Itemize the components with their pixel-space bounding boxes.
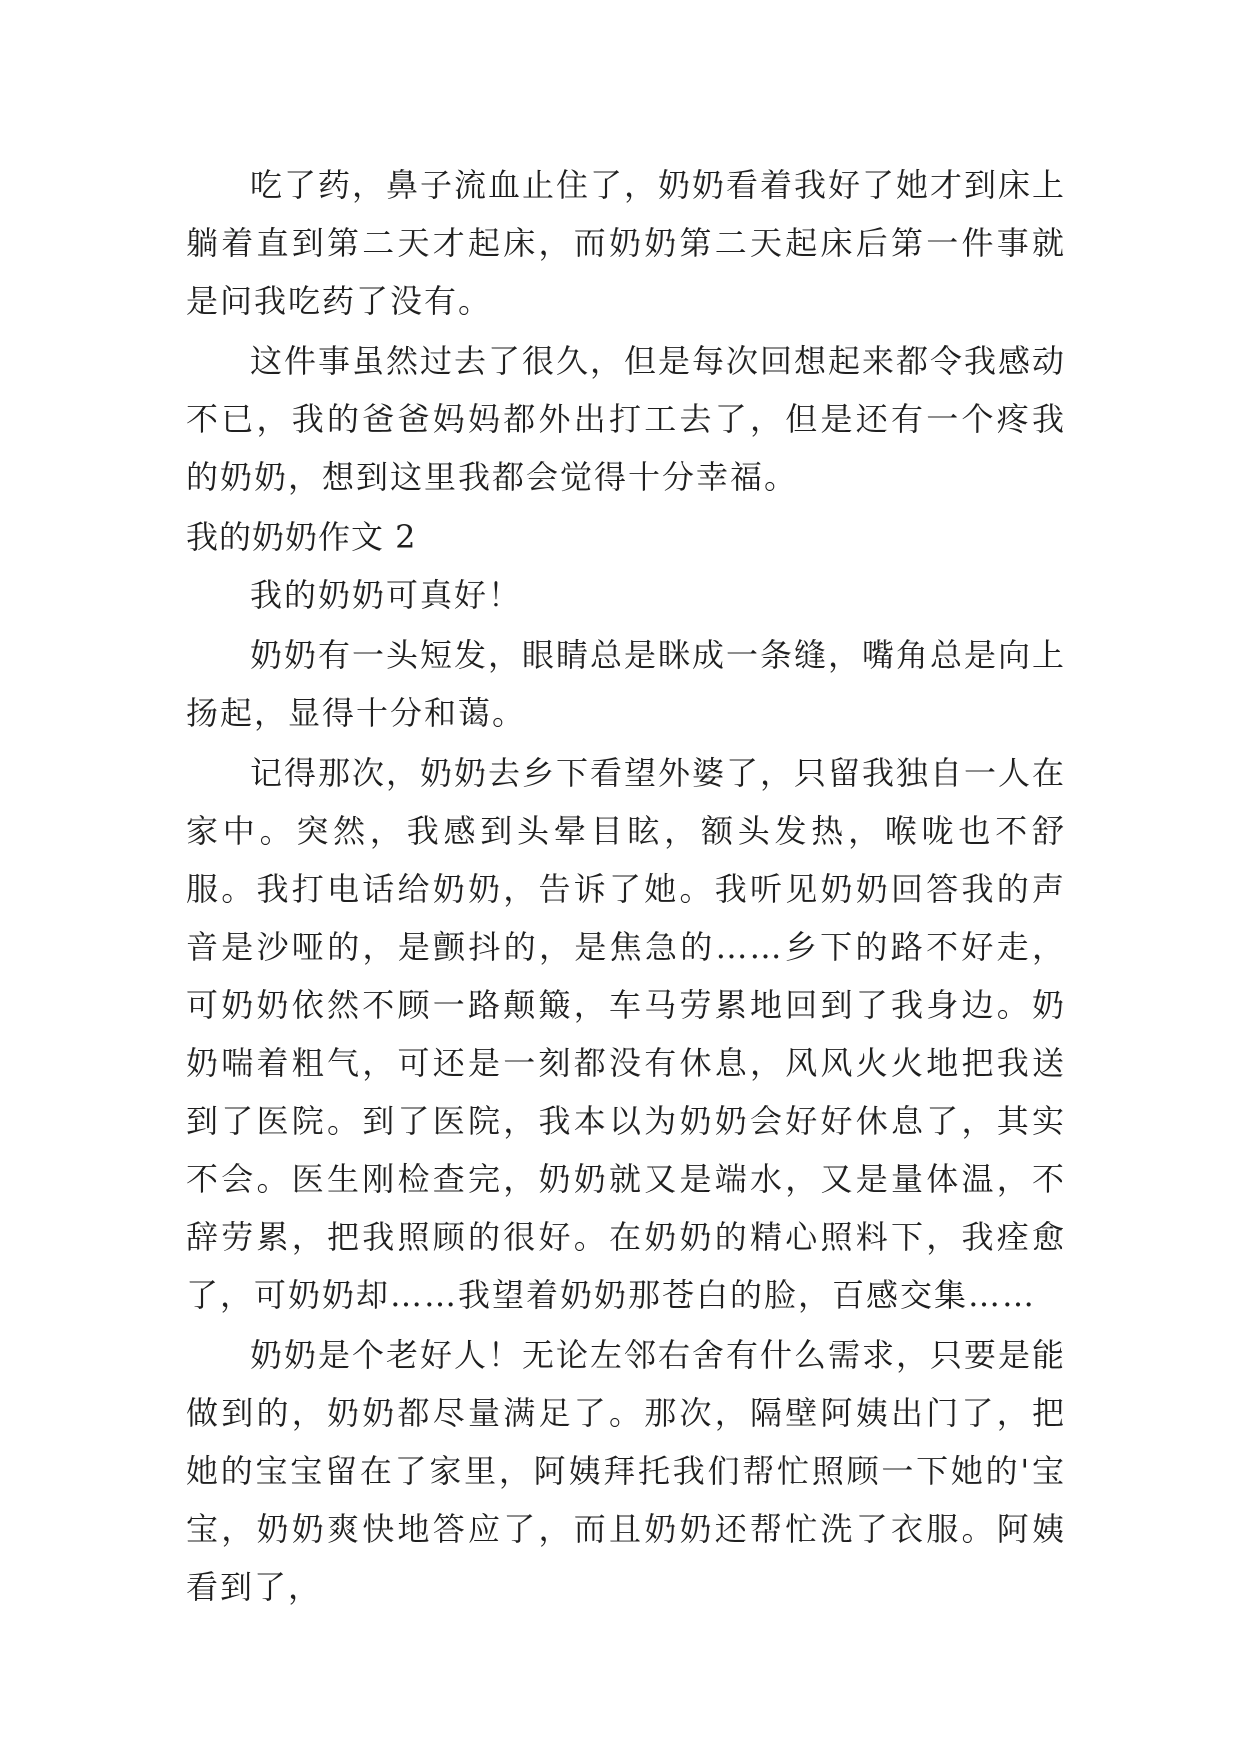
document-body <box>186 156 1066 1618</box>
paragraph: 奶奶是个老好人！无论左邻右舍有什么需求，只要是能做到的，奶奶都尽量满足了。那次，隔壁阿姨出门了，把她的宝宝留在了家里，阿姨拜托我们帮忙照顾一下她的'宝宝，奶奶爽快地答应了，而且奶奶还帮忙洗了衣服。阿姨看到了， <box>186 1336 1067 1606</box>
paragraph: 吃了药，鼻子流血止住了，奶奶看着我好了她才到床上躺着直到第二天才起床，而奶奶第二天起床后第一件事就是问我吃药了没有。 <box>186 166 1067 320</box>
paragraph: 记得那次，奶奶去乡下看望外婆了，只留我独自一人在家中。突然，我感到头晕目眩，额头发热，喉咙也不舒服。我打电话给奶奶，告诉了她。我听见奶奶回答我的声音是沙哑的，是颤抖的，是焦急的……乡下的路不好走，可奶奶依然不顾一路颠簸，车马劳累地回到了我身边。奶奶喘着粗气，可还是一刻都没有休息，风风火火地把我送到了医院。到了医院，我本以为奶奶会好好休息了，其实不会。医生刚检查完，奶奶就又是端水，又是量体温，不辞劳累，把我照顾的很好。在奶奶的精心照料下，我痊愈了，可奶奶却……我望着奶奶那苍白的脸，百感交集…… <box>186 754 1067 1314</box>
paragraph: 我的奶奶可真好！ <box>250 576 523 614</box>
paragraph: 这件事虽然过去了很久，但是每次回想起来都令我感动不已，我的爸爸妈妈都外出打工去了，但是还有一个疼我的奶奶，想到这里我都会觉得十分幸福。 <box>186 342 1067 496</box>
paragraph: 奶奶有一头短发，眼睛总是眯成一条缝，嘴角总是向上扬起，显得十分和蔼。 <box>186 636 1067 732</box>
section-title: 我的奶奶作文 2 <box>186 518 417 556</box>
